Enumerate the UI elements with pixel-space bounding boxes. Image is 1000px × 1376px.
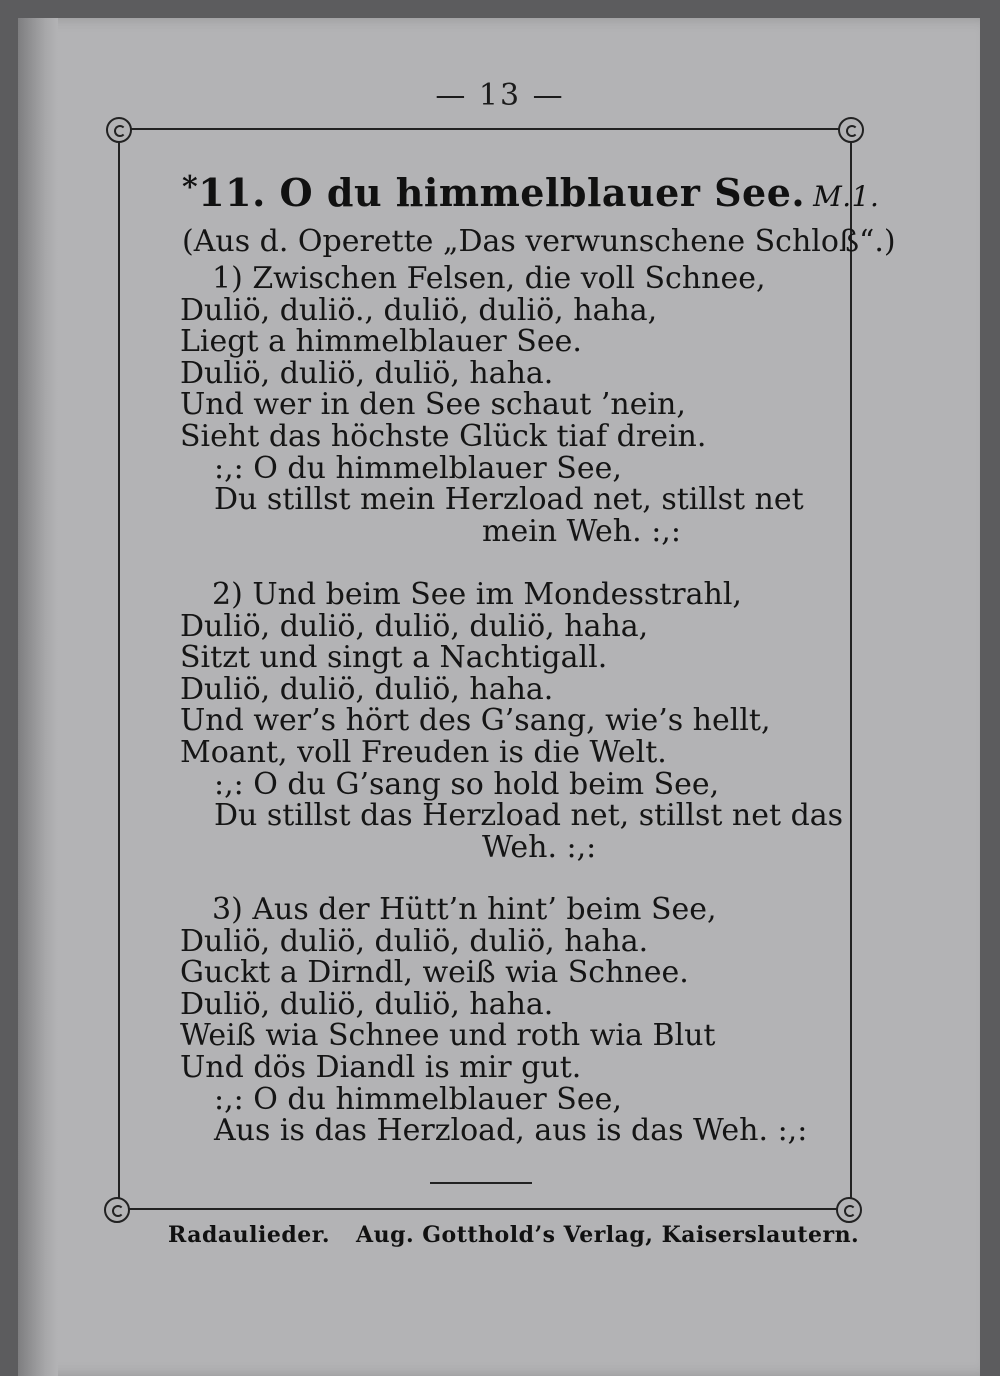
footer-publisher: Aug. Gotthold’s Verlag, Kaiserslautern. — [356, 1222, 860, 1248]
verse-line: Weiß wia Schnee und roth wia Blut — [180, 1018, 716, 1054]
corner-ornament-top-left — [106, 117, 132, 143]
verse-line: Und wer in den See schaut ’nein, — [180, 387, 686, 423]
verse-line: 2) Und beim See im Mondesstrahl, — [212, 577, 742, 612]
verse-line: Duliö, duliö, duliö, duliö, haha, — [180, 608, 649, 644]
verse-line: Duliö, duliö, duliö, haha. — [180, 671, 554, 707]
page-footer — [168, 1222, 885, 1248]
corner-ornament-bottom-left — [104, 1197, 130, 1223]
verse-line: Duliö, duliö, duliö, duliö, haha. — [180, 923, 649, 959]
corner-ornament-top-right — [838, 117, 864, 143]
verse-line: Sieht das höchste Glück tiaf drein. — [180, 419, 707, 454]
verse-line: Und dös Diandl is mir gut. — [180, 1050, 582, 1085]
frame-left-rule — [118, 140, 120, 1198]
verse-line: 1) Zwischen Felsen, die voll Schnee, — [212, 261, 766, 296]
verse-line: Du stillst mein Herzload net, stillst net — [214, 482, 804, 518]
verse-line: :,: O du G’sang so hold beim See, — [214, 766, 720, 802]
verse-line: Duliö, duliö., duliö, duliö, haha, — [180, 292, 658, 328]
verse-line: Sitzt und singt a Nachtigall. — [180, 640, 608, 676]
verse-line: Guckt a Dirndl, weiß wia Schnee. — [180, 955, 689, 991]
song-subtitle: (Aus d. Operette „Das verwunschene Schloß“.) — [182, 224, 896, 259]
page-number: — 13 — — [435, 78, 565, 113]
verse-line: Duliö, duliö, duliö, haha. — [180, 986, 554, 1022]
verse-line: Du stillst das Herzload net, stillst net das — [214, 798, 844, 834]
frame-right-rule — [850, 140, 852, 1198]
verse-line: Weh. :,: — [482, 829, 597, 865]
verse-line: 3) Aus der Hütt’n hint’ beim See, — [212, 892, 717, 927]
page-spine-shadow — [18, 18, 58, 1376]
verse-line: :,: O du himmelblauer See, — [214, 1081, 622, 1117]
melody-mark: M.1. — [813, 180, 880, 213]
verse-line: :,: O du himmelblauer See, — [214, 450, 622, 486]
title-star-marker: * — [182, 170, 199, 205]
title-text: 11. O du himmelblauer See. — [198, 170, 806, 215]
song-title — [182, 170, 879, 215]
end-rule — [430, 1182, 532, 1184]
corner-ornament-bottom-right — [836, 1197, 862, 1223]
verse-line: Duliö, duliö, duliö, haha. — [180, 355, 554, 391]
footer-collection: Radaulieder. — [168, 1222, 330, 1248]
verse-line: Aus is das Herzload, aus is das Weh. :,: — [214, 1113, 808, 1149]
frame-bottom-rule — [128, 1208, 842, 1210]
verse-line: Moant, voll Freuden is die Welt. — [180, 735, 667, 770]
verse-line: Liegt a himmelblauer See. — [180, 324, 582, 360]
verse-line: Und wer’s hört des G’sang, wie’s hellt, — [180, 703, 771, 739]
verse-line: mein Weh. :,: — [482, 513, 681, 549]
frame-top-rule — [130, 128, 842, 130]
